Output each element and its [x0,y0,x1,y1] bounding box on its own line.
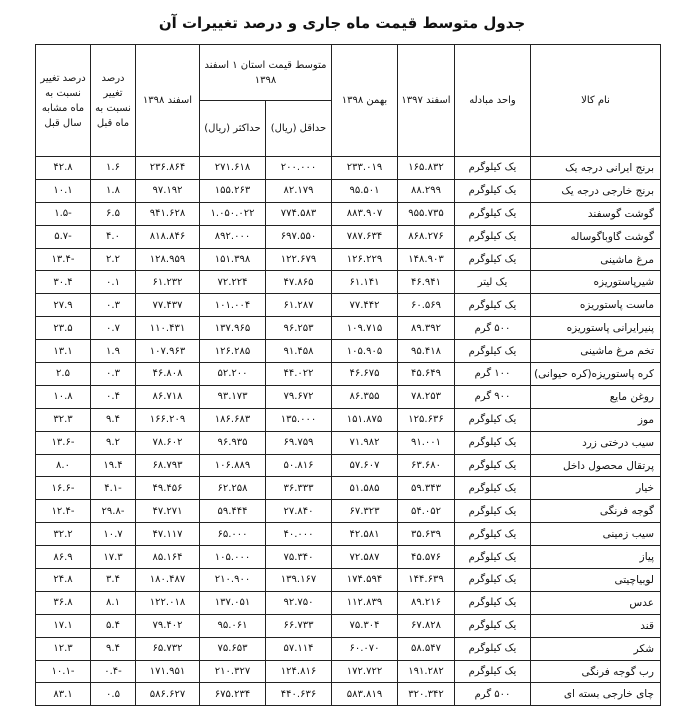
table-row [36,523,661,546]
cell-pct-month: ۱۹.۴ [91,454,136,477]
cell-min: ۷۵.۳۴۰ [266,546,332,569]
cell-unit: یک کیلوگرم [455,431,531,454]
cell-pct-month: ۰.۵ [91,683,136,706]
table-body [36,157,661,706]
cell-pct-month: -۲۹.۸ [91,500,136,523]
cell-unit: یک کیلوگرم [455,477,531,500]
cell-name: پرتقال محصول داخل [531,454,661,477]
cell-pct-month: ۴.۰ [91,225,136,248]
table-row [36,637,661,660]
cell-pct-month: ۰.۳ [91,363,136,386]
cell-min: ۵۰.۸۱۶ [266,454,332,477]
cell-name: خیار [531,477,661,500]
table-row [36,660,661,683]
cell-esfand97: ۹۱.۰۰۱ [398,431,455,454]
cell-esfand98: ۴۷.۱۱۷ [136,523,200,546]
cell-name: سیب درختی زرد [531,431,661,454]
cell-name: گوجه فرنگی [531,500,661,523]
cell-min: ۵۷.۱۱۴ [266,637,332,660]
cell-pct-year: ۲۴.۸ [36,569,91,592]
cell-pct-month: ۹.۴ [91,408,136,431]
cell-name: سیب زمینی [531,523,661,546]
cell-bahman98: ۱۱۲.۸۳۹ [332,591,398,614]
cell-esfand97: ۴۵.۶۴۹ [398,363,455,386]
cell-name: لوبیاچیتی [531,569,661,592]
cell-unit: یک کیلوگرم [455,408,531,431]
table-row [36,500,661,523]
cell-min: ۷۹.۶۷۲ [266,385,332,408]
cell-esfand98: ۶۵.۷۳۲ [136,637,200,660]
cell-bahman98: ۴۲.۵۸۱ [332,523,398,546]
table-row [36,477,661,500]
header-name: نام کالا [531,45,661,157]
table-row [36,591,661,614]
table-row [36,202,661,225]
cell-unit: ۵۰۰ گرم [455,683,531,706]
cell-unit: یک کیلوگرم [455,248,531,271]
cell-name: تخم مرغ ماشینی [531,340,661,363]
cell-max: ۱۳۷.۰۵۱ [200,591,266,614]
cell-esfand98: ۴۹.۴۵۶ [136,477,200,500]
cell-name: شیرپاستوریزه [531,271,661,294]
document-title: جدول متوسط قیمت ماه جاری و درصد تغییرات آن [158,14,526,32]
cell-esfand98: ۴۷.۲۷۱ [136,500,200,523]
cell-esfand98: ۴۶.۸۰۸ [136,363,200,386]
cell-esfand97: ۱۹۱.۲۸۲ [398,660,455,683]
cell-pct-year: ۱۳.۱ [36,340,91,363]
table-row [36,431,661,454]
cell-min: ۶۱.۲۸۷ [266,294,332,317]
cell-name: برنج ایرانی درجه یک [531,157,661,180]
cell-esfand97: ۶۷.۸۲۸ [398,614,455,637]
cell-esfand97: ۳۲۰.۳۴۲ [398,683,455,706]
cell-pct-month: ۶.۵ [91,202,136,225]
cell-esfand98: ۷۷.۴۳۷ [136,294,200,317]
cell-name: گوشت گاوباگوساله [531,225,661,248]
cell-pct-month: ۰.۱ [91,271,136,294]
cell-max: ۶۲.۲۵۸ [200,477,266,500]
cell-pct-year: ۱۰.۱ [36,179,91,202]
table-row [36,363,661,386]
cell-name: عدس [531,591,661,614]
cell-min: ۹۱.۴۵۸ [266,340,332,363]
cell-min: ۶۹۷.۵۵۰ [266,225,332,248]
cell-max: ۲۱۰.۳۲۷ [200,660,266,683]
cell-name: گوشت گوسفند [531,202,661,225]
cell-min: ۱۲۲.۶۷۹ [266,248,332,271]
cell-unit: یک کیلوگرم [455,546,531,569]
cell-esfand98: ۷۸.۶۰۲ [136,431,200,454]
cell-esfand97: ۹۵۵.۷۳۵ [398,202,455,225]
cell-esfand97: ۸۹.۳۹۲ [398,317,455,340]
cell-bahman98: ۱۰۵.۹۰۵ [332,340,398,363]
header-min: حداقل (ریال) [266,101,332,157]
cell-esfand97: ۸۸.۲۹۹ [398,179,455,202]
cell-bahman98: ۴۶.۶۷۵ [332,363,398,386]
cell-unit: یک کیلوگرم [455,294,531,317]
cell-max: ۹۶.۹۳۵ [200,431,266,454]
cell-esfand97: ۵۸.۵۴۷ [398,637,455,660]
cell-pct-month: ۱.۹ [91,340,136,363]
table-row [36,294,661,317]
table-row [36,614,661,637]
cell-bahman98: ۱۲۶.۲۲۹ [332,248,398,271]
cell-pct-year: ۳۲.۳ [36,408,91,431]
cell-unit: یک کیلوگرم [455,660,531,683]
header-unit: واحد مبادله [455,45,531,157]
cell-pct-month: ۹.۲ [91,431,136,454]
cell-min: ۴۴.۰۲۲ [266,363,332,386]
cell-esfand98: ۸۶.۷۱۸ [136,385,200,408]
cell-esfand97: ۴۶.۹۴۱ [398,271,455,294]
cell-pct-year: ۱۲.۳ [36,637,91,660]
cell-bahman98: ۹۵.۵۰۱ [332,179,398,202]
cell-esfand98: ۱۰۷.۹۶۳ [136,340,200,363]
cell-unit: یک کیلوگرم [455,225,531,248]
cell-max: ۱۰۱.۰۰۴ [200,294,266,317]
table-row [36,340,661,363]
cell-bahman98: ۱۵۱.۸۷۵ [332,408,398,431]
cell-pct-year: -۵.۷ [36,225,91,248]
cell-unit: یک لیتر [455,271,531,294]
cell-max: ۵۹.۴۴۴ [200,500,266,523]
cell-esfand97: ۶۰.۵۶۹ [398,294,455,317]
cell-min: ۲۰۰.۰۰۰ [266,157,332,180]
cell-pct-month: ۵.۴ [91,614,136,637]
cell-unit: ۵۰۰ گرم [455,317,531,340]
cell-min: ۲۷.۸۴۰ [266,500,332,523]
cell-unit: یک کیلوگرم [455,340,531,363]
cell-bahman98: ۶۰.۰۷۰ [332,637,398,660]
header-pct-year: درصد تغییر نسبت به ماه مشابه سال قبل [36,45,91,157]
cell-pct-year: ۳۲.۲ [36,523,91,546]
cell-esfand97: ۶۳.۶۸۰ [398,454,455,477]
cell-max: ۸۹۲.۰۰۰ [200,225,266,248]
cell-esfand98: ۱۷۱.۹۵۱ [136,660,200,683]
table-row [36,546,661,569]
cell-min: ۹۲.۷۵۰ [266,591,332,614]
cell-esfand97: ۴۵.۵۷۶ [398,546,455,569]
cell-pct-year: ۸۳.۱ [36,683,91,706]
cell-max: ۱۵۵.۲۶۳ [200,179,266,202]
cell-max: ۲۱۰.۹۰۰ [200,569,266,592]
table-row [36,179,661,202]
table-row [36,157,661,180]
cell-esfand97: ۱۲۵.۶۳۶ [398,408,455,431]
cell-esfand98: ۱۸۰.۴۸۷ [136,569,200,592]
cell-esfand97: ۷۸.۲۵۳ [398,385,455,408]
table-row [36,683,661,706]
table-row [36,225,661,248]
cell-esfand98: ۹۴۱.۶۲۸ [136,202,200,225]
cell-max: ۲۷۱.۶۱۸ [200,157,266,180]
cell-unit: یک کیلوگرم [455,614,531,637]
cell-name: پنیرایرانی پاستوریزه [531,317,661,340]
cell-pct-year: -۱۶.۶ [36,477,91,500]
cell-min: ۷۷۴.۵۸۳ [266,202,332,225]
cell-max: ۶۵.۰۰۰ [200,523,266,546]
cell-unit: یک کیلوگرم [455,569,531,592]
cell-name: پیاز [531,546,661,569]
table-row [36,248,661,271]
cell-esfand98: ۷۹.۴۰۲ [136,614,200,637]
cell-bahman98: ۸۸۳.۹۰۷ [332,202,398,225]
cell-min: ۴۰.۰۰۰ [266,523,332,546]
cell-pct-month: ۰.۳ [91,294,136,317]
cell-bahman98: ۷۱.۹۸۲ [332,431,398,454]
cell-esfand98: ۱۲۸.۹۵۹ [136,248,200,271]
cell-max: ۱۰۵.۰۰۰ [200,546,266,569]
cell-name: روغن مایع [531,385,661,408]
table-row [36,569,661,592]
header-province: متوسط قیمت استان ۱ اسفند ۱۳۹۸ [200,45,332,101]
cell-unit: یک کیلوگرم [455,523,531,546]
table-row [36,271,661,294]
cell-bahman98: ۵۸۳.۸۱۹ [332,683,398,706]
cell-pct-month: ۲.۲ [91,248,136,271]
cell-unit: ۹۰۰ گرم [455,385,531,408]
cell-bahman98: ۶۷.۳۲۳ [332,500,398,523]
price-table [35,44,661,706]
cell-min: ۱۲۴.۸۱۶ [266,660,332,683]
table-row [36,385,661,408]
cell-bahman98: ۲۳۳.۰۱۹ [332,157,398,180]
cell-max: ۱۵۱.۳۹۸ [200,248,266,271]
cell-pct-year: ۸.۰ [36,454,91,477]
cell-unit: ۱۰۰ گرم [455,363,531,386]
cell-unit: یک کیلوگرم [455,202,531,225]
cell-pct-month: ۹.۴ [91,637,136,660]
cell-name: رب گوجه فرنگی [531,660,661,683]
cell-unit: یک کیلوگرم [455,179,531,202]
cell-max: ۱۲۶.۲۸۵ [200,340,266,363]
cell-name: قند [531,614,661,637]
cell-unit: یک کیلوگرم [455,157,531,180]
header-max: حداکثر (ریال) [200,101,266,157]
cell-esfand97: ۸۶۸.۲۷۶ [398,225,455,248]
cell-pct-year: ۱۷.۱ [36,614,91,637]
cell-pct-month: ۸.۱ [91,591,136,614]
cell-name: شکر [531,637,661,660]
cell-min: ۱۳۹.۱۶۷ [266,569,332,592]
cell-max: ۷۵.۶۵۳ [200,637,266,660]
cell-esfand98: ۸۱۸.۸۴۶ [136,225,200,248]
cell-bahman98: ۶۱.۱۴۱ [332,271,398,294]
cell-pct-month: ۰.۷ [91,317,136,340]
cell-max: ۶۷۵.۲۳۴ [200,683,266,706]
cell-esfand97: ۱۴۴.۶۳۹ [398,569,455,592]
cell-name: کره پاستوریزه(کره حیوانی) [531,363,661,386]
cell-pct-year: ۳۰.۴ [36,271,91,294]
cell-max: ۹۵.۰۶۱ [200,614,266,637]
cell-max: ۱.۰۵۰.۰۲۲ [200,202,266,225]
table-row [36,408,661,431]
cell-max: ۷۲.۲۲۴ [200,271,266,294]
cell-bahman98: ۷۷.۴۴۲ [332,294,398,317]
header-esfand97: اسفند ۱۳۹۷ [398,45,455,157]
cell-min: ۴۴۰.۶۳۶ [266,683,332,706]
cell-unit: یک کیلوگرم [455,591,531,614]
cell-bahman98: ۷۵.۳۰۴ [332,614,398,637]
cell-esfand97: ۹۵.۴۱۸ [398,340,455,363]
cell-unit: یک کیلوگرم [455,500,531,523]
cell-pct-month: -۰.۴ [91,660,136,683]
cell-pct-year: -۱.۵ [36,202,91,225]
cell-name: مرغ ماشینی [531,248,661,271]
cell-bahman98: ۷۸۷.۶۳۴ [332,225,398,248]
cell-pct-month: ۱۰.۷ [91,523,136,546]
cell-min: ۶۶.۷۳۳ [266,614,332,637]
cell-pct-year: ۱۰.۸ [36,385,91,408]
cell-name: برنج خارجی درجه یک [531,179,661,202]
cell-min: ۶۹.۷۵۹ [266,431,332,454]
cell-bahman98: ۱۷۲.۷۲۲ [332,660,398,683]
cell-pct-year: ۳۶.۸ [36,591,91,614]
cell-min: ۴۷.۸۶۵ [266,271,332,294]
cell-pct-month: ۳.۴ [91,569,136,592]
cell-min: ۸۲.۱۷۹ [266,179,332,202]
cell-esfand97: ۱۶۵.۸۳۲ [398,157,455,180]
cell-name: موز [531,408,661,431]
cell-pct-month: -۴.۱ [91,477,136,500]
cell-esfand97: ۱۴۸.۹۰۳ [398,248,455,271]
table-row [36,317,661,340]
cell-esfand97: ۸۹.۲۱۶ [398,591,455,614]
cell-esfand98: ۸۵.۱۶۴ [136,546,200,569]
cell-pct-month: ۱.۸ [91,179,136,202]
cell-esfand98: ۶۱.۲۳۲ [136,271,200,294]
cell-pct-year: -۱۰.۱ [36,660,91,683]
cell-pct-month: ۱.۶ [91,157,136,180]
cell-esfand98: ۹۷.۱۹۲ [136,179,200,202]
cell-pct-year: -۱۲.۴ [36,500,91,523]
cell-max: ۵۲.۲۰۰ [200,363,266,386]
cell-pct-month: ۰.۴ [91,385,136,408]
cell-esfand98: ۱۱۰.۴۳۱ [136,317,200,340]
cell-min: ۳۶.۳۳۳ [266,477,332,500]
cell-esfand97: ۵۹.۳۴۳ [398,477,455,500]
cell-pct-year: ۲۷.۹ [36,294,91,317]
cell-esfand97: ۳۵.۶۳۹ [398,523,455,546]
cell-bahman98: ۷۲.۵۸۷ [332,546,398,569]
cell-esfand98: ۱۶۶.۲۰۹ [136,408,200,431]
cell-max: ۹۳.۱۷۳ [200,385,266,408]
cell-min: ۹۶.۲۵۳ [266,317,332,340]
cell-max: ۱۳۷.۹۶۵ [200,317,266,340]
cell-max: ۱۸۶.۶۸۳ [200,408,266,431]
cell-esfand98: ۵۸۶.۶۲۷ [136,683,200,706]
cell-pct-month: ۱۷.۳ [91,546,136,569]
cell-bahman98: ۱۰۹.۷۱۵ [332,317,398,340]
cell-bahman98: ۵۱.۵۸۵ [332,477,398,500]
cell-unit: یک کیلوگرم [455,454,531,477]
cell-esfand98: ۱۲۲.۰۱۸ [136,591,200,614]
cell-esfand97: ۵۴.۰۵۲ [398,500,455,523]
cell-pct-year: -۱۳.۶ [36,431,91,454]
cell-name: چای خارجی بسته ای [531,683,661,706]
cell-bahman98: ۵۷.۶۰۷ [332,454,398,477]
cell-pct-year: ۴۲.۸ [36,157,91,180]
cell-bahman98: ۸۶.۳۵۵ [332,385,398,408]
cell-esfand98: ۲۳۶.۸۶۴ [136,157,200,180]
cell-unit: یک کیلوگرم [455,637,531,660]
header-pct-month: درصد تغییر نسبت به ماه قبل [91,45,136,157]
cell-bahman98: ۱۷۴.۵۹۴ [332,569,398,592]
cell-pct-year: ۲۳.۵ [36,317,91,340]
cell-pct-year: ۸۶.۹ [36,546,91,569]
cell-name: ماست پاستوریزه [531,294,661,317]
cell-min: ۱۳۵.۰۰۰ [266,408,332,431]
cell-pct-year: -۱۳.۴ [36,248,91,271]
cell-pct-year: ۲.۵ [36,363,91,386]
cell-esfand98: ۶۸.۷۹۳ [136,454,200,477]
cell-max: ۱۰۶.۸۸۹ [200,454,266,477]
header-bahman98: بهمن ۱۳۹۸ [332,45,398,157]
header-esfand98: اسفند ۱۳۹۸ [136,45,200,157]
table-row [36,454,661,477]
